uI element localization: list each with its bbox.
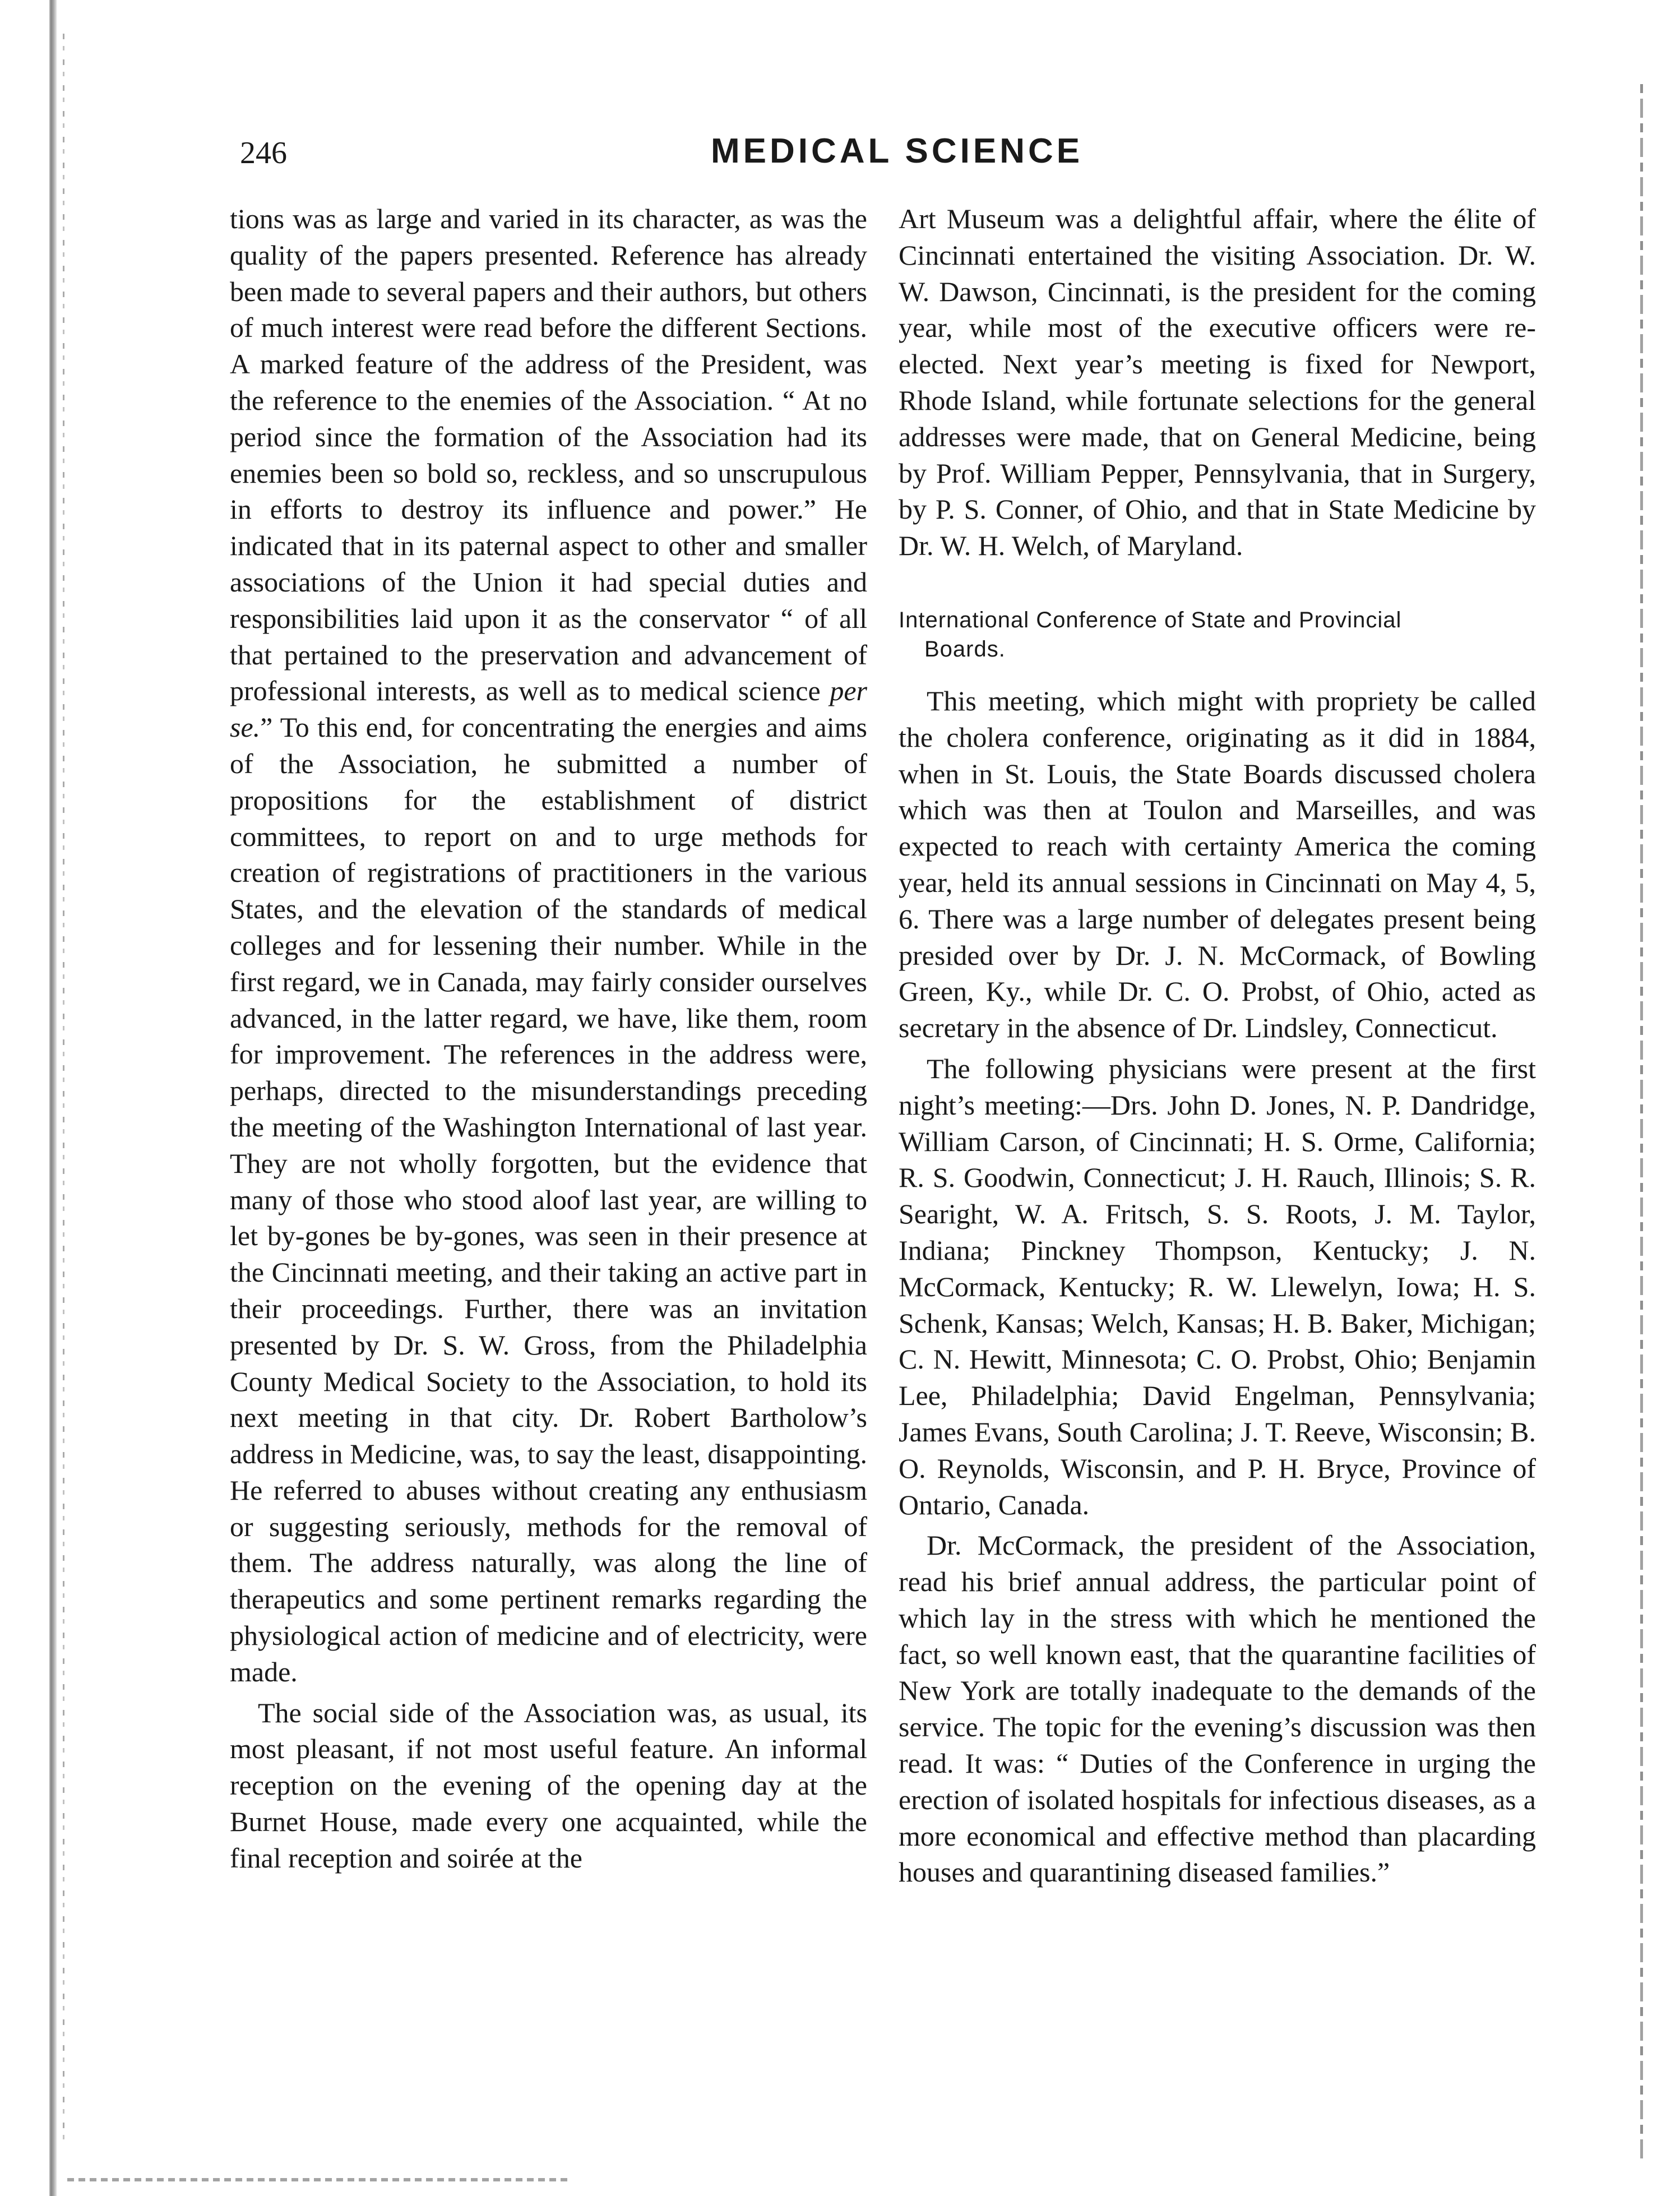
section-heading-line: International Conference of State and Provincial [899, 607, 1402, 632]
running-title: MEDICAL SCIENCE [711, 132, 1084, 170]
scan-edge-right [1640, 84, 1643, 2158]
scan-edge-left [49, 0, 57, 2196]
paragraph: The following physicians were present at the first night’s meeting:—Drs. John D. Jones, N. P. Dandridge, William Carson, of Cincinnati; H. S. Orme, California; R. S. Goodwin, Connecticut; J. H. Rauch, Illinois; S. R. Searight, W. A. Fritsch, S. S. Roots, J. M. Taylor, Indiana; Pinckney Thompson, Kentucky; J. N. McCormack, Kentucky; R. W. Llewelyn, Iowa; H. S. Schenk, Kansas; Welch, Kansas; H. B. Baker, Michigan; C. N. Hewitt, Minnesota; C. O. Probst, Ohio; Benjamin Lee, Philadelphia; David Engelman, Pennsylvania; James Evans, South Carolina; J. T. Reeve, Wisconsin; B. O. Reynolds, Wisconsin, and P. H. Bryce, Province of Ontario, Canada. [899, 1052, 1536, 1520]
page-number: 246 [240, 136, 287, 170]
paragraph: Dr. McCormack, the president of the Association, read his brief annual address, the particular point of which lay in the stress with which he mentioned the fact, so well known east, that the quarantine facilities of New York are totally inadequate to the demands of the service. The topic for the evening’s discussion was then read. It was: “ Duties of the Conference in urging the erection of isolated hospitals for infectious diseases, as a more economical and effective method than placarding houses and quarantining diseased families.” [899, 1529, 1536, 1888]
right-column [899, 201, 1536, 1890]
paragraph-text: tions was as large and varied in its character, as was the quality of the papers presented. Reference has already been made to several papers and their authors, but others of much interest were read before the different Sections. A marked feature of the address of the President, was the reference to the enemies of the Association. “ At no period since the formation of the Association had its enemies been so bold so, reckless, and so unscrupulous in efforts to destroy its influence and power.” He indicated that in its paternal aspect to other and smaller associations of the Union it had special duties and responsibilities laid upon it as the conservator “ of all that pertained to the preservation and advancement of professional interests, as well as to medical science [230, 203, 867, 707]
italic-phrase: per se. [230, 675, 867, 743]
section-heading [899, 605, 1536, 664]
section-heading-line: Boards. [924, 636, 1006, 662]
scan-edge-bottom [67, 2178, 572, 2181]
left-column [230, 201, 867, 1876]
paragraph [230, 201, 867, 1690]
paragraph: This meeting, which might with propriety be called the cholera conference, originating as it did in 1884, when in St. Louis, the State Boards discussed cholera which was then at Toulon and Marseilles, and was expected to reach with certainty America the coming year, held its annual sessions in Cincinnati on May 4, 5, 6. There was a large number of delegates present being presided over by Dr. J. N. McCormack, of Bowling Green, Ky., while Dr. C. O. Probst, of Ohio, acted as secretary in the absence of Dr. Lindsley, Connecticut. [899, 685, 1536, 1044]
paragraph: The social side of the Association was, as usual, its most pleasant, if not most useful feature. An informal reception on the evening of the opening day at the Burnet House, made every one acquainted, while the final reception and soirée at the [230, 1696, 867, 1874]
scan-edge-left-marks [63, 34, 64, 2142]
paragraph: Art Museum was a delightful affair, where the élite of Cincinnati entertained the visiting Association. Dr. W. W. Dawson, Cincinnati, is the president for the coming year, while most of the executive officers were re-elected. Next year’s meeting is fixed for Newport, Rhode Island, while fortunate selections for the general addresses were made, that on General Medicine, being by Prof. William Pepper, Pennsylvania, that in Surgery, by P. S. Conner, of Ohio, and that in State Medicine by Dr. W. H. Welch, of Maryland. [899, 203, 1536, 562]
paragraph-text: ” To this end, for concentrating the energies and aims of the Association, he submitted a number of propositions for the establishment of district committees, to report on and to urge methods for creation of registrations of practitioners in the various States, and the elevation of the standards of medical colleges and for lessening their number. While in the first regard, we in Canada, may fairly consider ourselves advanced, in the latter regard, we have, like them, room for improvement. The references in the address were, perhaps, directed to the misunderstandings preceding the meeting of the Washington International of last year. They are not wholly forgotten, but the evidence that many of those who stood aloof last year, are willing to let by-gones be by-gones, was seen in their presence at the Cincinnati meeting, and their taking an active part in their proceedings. Further, there was an invitation presented by Dr. S. W. Gross, from the Philadelphia County Medical Society to the Association, to hold its next meeting in that city. Dr. Robert Bartholow’s address in Medicine, was, to say the least, disappointing. He referred to abuses without creating any enthusiasm or suggesting seriously, methods for the removal of them. The address naturally, was along the line of therapeutics and some pertinent remarks regarding the physiological action of medicine and of electricity, were made. [230, 711, 867, 1688]
